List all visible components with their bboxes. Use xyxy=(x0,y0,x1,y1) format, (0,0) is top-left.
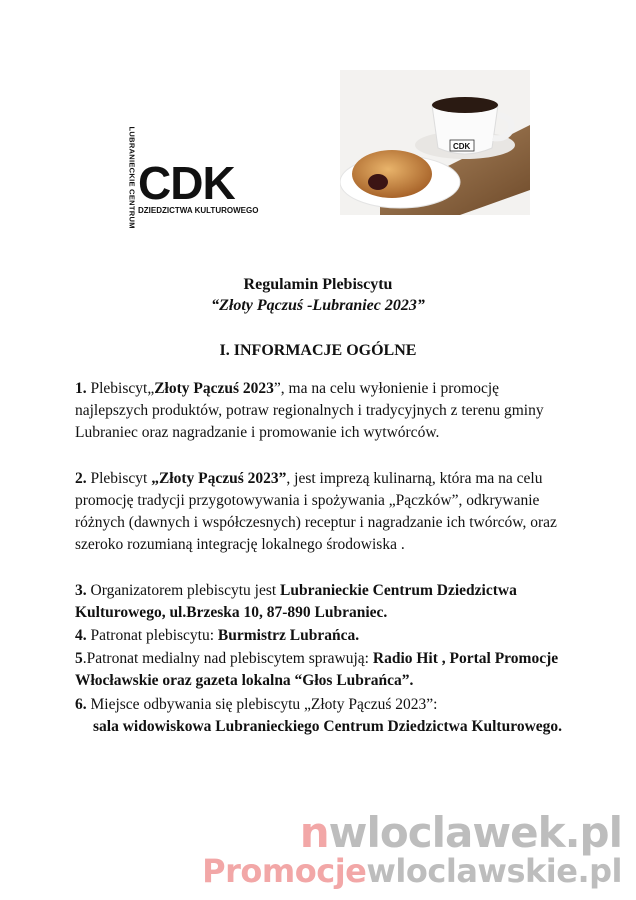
watermark-accent: n xyxy=(299,808,329,857)
item-bold: „Złoty Pączuś 2023” xyxy=(151,470,287,487)
list-item-1 xyxy=(75,378,565,444)
watermark-text: wloclawek.pl xyxy=(328,808,622,857)
logo-vertical-label: LUBRANIECKIE CENTRUM xyxy=(127,126,137,229)
item-bold: sala widowiskowa Lubranieckiego Centrum Dziedzictwa Kulturowego. xyxy=(93,718,563,735)
photo-illustration xyxy=(340,70,530,215)
item-text: , jest imprezą kulinarną, która ma na celu promocję tradycji przygotowywania i spożywania „Pączków”, odkrywanie różnych (dawnych i współczesnych) receptur i nagradzanie ich twórców, oraz szeroko rozumianą integrację lokalnego środowiska . xyxy=(75,470,557,553)
item-number: 5 xyxy=(75,650,83,667)
list-item-3 xyxy=(75,580,565,624)
section-heading: I. INFORMACJE OGÓLNE xyxy=(219,342,417,359)
cup-label: CDK xyxy=(453,142,471,151)
item-text: Plebiscyt xyxy=(86,470,152,487)
list-item-2 xyxy=(75,468,565,556)
item-number: 3. xyxy=(75,582,87,599)
doc-subtitle: “Złoty Pączuś -Lubraniec 2023” xyxy=(211,297,425,314)
watermark-nwloclawek xyxy=(300,808,622,857)
item-text: Plebiscyt„ xyxy=(86,380,155,397)
item-text: .Patronat medialny nad plebiscytem sprawują: xyxy=(82,650,373,667)
logo-sub-text: DZIEDZICTWA KULTUROWEGO xyxy=(138,206,259,215)
item-number: 1. xyxy=(75,380,87,397)
list-item-6 xyxy=(75,694,565,738)
item-number: 4. xyxy=(75,627,87,644)
cdk-logo xyxy=(118,126,259,229)
watermark-text: wloclawskie.pl xyxy=(366,852,622,890)
item-number: 6. xyxy=(75,696,87,713)
item-bold: Lubranieckie Centrum Dziedzictwa Kulturowego, ul.Brzeska 10, 87-890 Lubraniec. xyxy=(75,582,517,621)
logo-vertical-text xyxy=(118,126,137,229)
doc-title: Regulamin Plebiscytu xyxy=(243,276,393,293)
item-text: Organizatorem plebiscytu jest xyxy=(86,582,281,599)
item-bold: Burmistrz Lubrańca. xyxy=(217,627,360,644)
item-bold: Radio Hit , Portal Promocje Włocławskie oraz gazeta lokalna “Głos Lubrańca”. xyxy=(75,650,559,689)
item-number: 2. xyxy=(75,470,87,487)
list-item-5 xyxy=(75,648,565,692)
coffee-donut-photo xyxy=(340,70,530,215)
item-text: ”, ma na celu wyłonienie i promocję najlepszych produktów, potraw regionalnych i tradycyjnych z terenu gminy Lubraniec oraz nagradzanie i promowanie ich wytwórców. xyxy=(75,380,544,441)
list-item-4 xyxy=(75,625,565,647)
item-text: Miejsce odbywania się plebiscytu „Złoty Pączuś 2023”: xyxy=(86,696,438,713)
item-text: Patronat plebiscytu: xyxy=(86,627,218,644)
watermark-accent: Promocje xyxy=(202,852,367,890)
item-bold: Złoty Pączuś 2023 xyxy=(154,380,274,397)
watermark-promocje xyxy=(202,852,622,890)
logo-main-text: CDK xyxy=(138,157,235,209)
